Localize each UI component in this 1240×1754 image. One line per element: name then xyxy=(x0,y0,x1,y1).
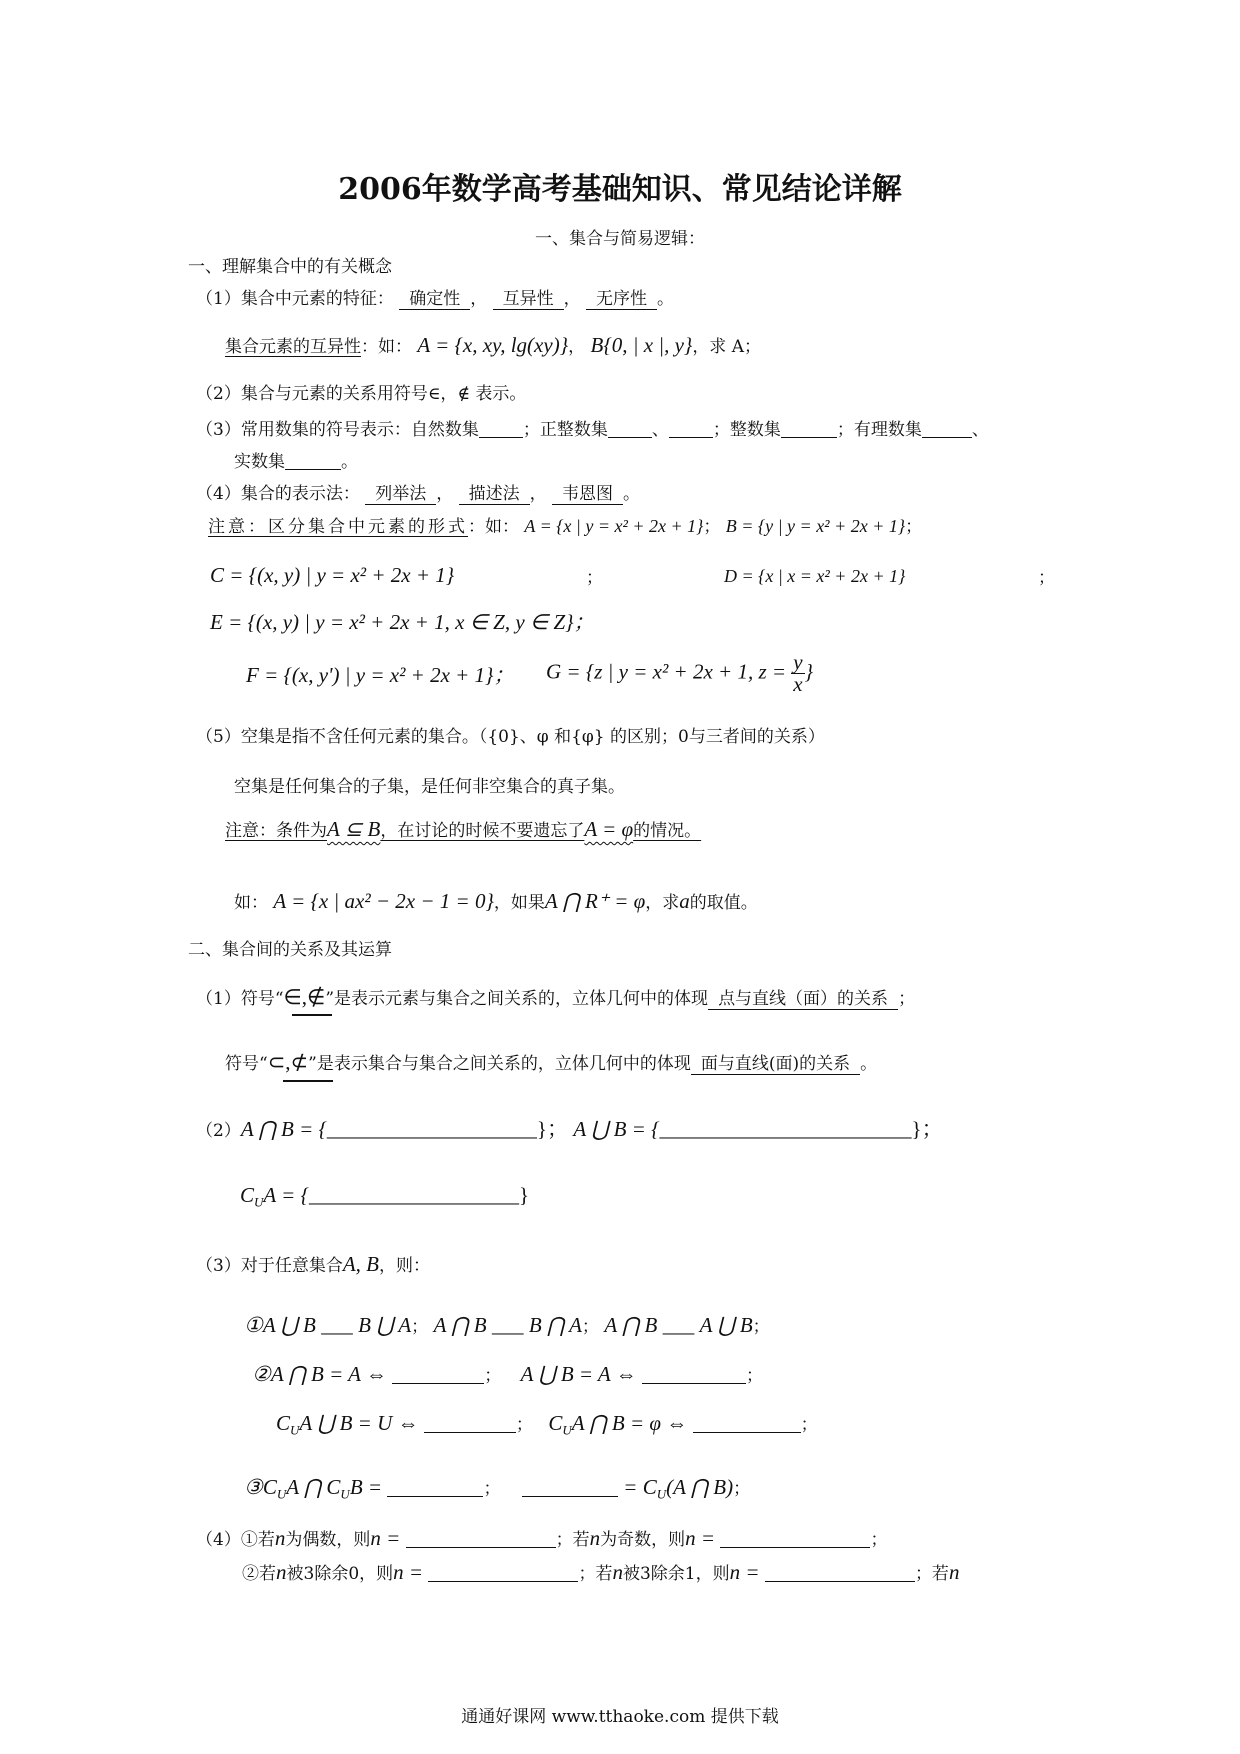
blank-natural xyxy=(479,419,523,438)
symbol-underline-2 xyxy=(283,1080,333,1082)
set-relation-symbols: ⊂,⊄ xyxy=(267,1050,309,1074)
blank-odd xyxy=(720,1529,870,1548)
blank-intersection: ____________________ xyxy=(326,1117,537,1141)
empty-set-note: 注意：条件为A ⊆ B，在讨论的时候不要遗忘了A = φ的情况。 xyxy=(225,817,702,841)
note-label: 注意：区分集合中元素的形式 xyxy=(208,517,468,537)
item4-line: （4）集合的表示法： 列举法 ， 描述法 ， 韦恩图 。 xyxy=(196,484,641,504)
answer-description: 描述法 xyxy=(459,484,530,505)
note-line: 注意：区分集合中元素的形式：如： A = {x | y = x² + 2x + 1}； B = {y | y = x² + 2x + 1}； xyxy=(208,516,923,537)
set-a-quadratic: A = {x | ax² − 2x − 1 = 0} xyxy=(273,889,494,913)
answer-plane-line: 面与直线(面)的关系 xyxy=(691,1054,860,1075)
page-title: 2006年数学高考基础知识、常见结论详解 xyxy=(338,172,902,207)
element-relation-symbols: ∈,∉ xyxy=(283,985,326,1009)
symbol-underline xyxy=(292,1014,332,1016)
section1-heading: 一、理解集合中的有关概念 xyxy=(188,257,392,277)
blank-rational-1 xyxy=(922,419,972,438)
answer-listing: 列举法 xyxy=(365,484,436,505)
item1-prefix: （1）集合中元素的特征： xyxy=(196,289,394,309)
blank-complement: ____________________ xyxy=(308,1183,519,1207)
item3-line2: 实数集 。 xyxy=(234,452,358,472)
item1-example: 集合元素的互异性：如： A = {x, xy, lg(xy)}， B{0, | x |, y}，求 A； xyxy=(225,333,761,357)
set-b-definition: B = {y | y = x² + 2x + 1} xyxy=(725,516,906,536)
relation-row-2: ②A ⋂ B = A ⇔ ； A ⋃ B = A ⇔ ； xyxy=(252,1362,764,1386)
section2-item1: （1）符号“∈,∉”是表示元素与集合之间关系的，立体几何中的体现 点与直线（面）的关系 ； xyxy=(196,985,916,1009)
fraction-y-over-x: $\frac{y}{x}$ xyxy=(793,650,803,696)
blank-complement-intersection xyxy=(693,1414,801,1433)
blank-real xyxy=(285,451,341,470)
blank-union-equiv xyxy=(642,1365,746,1384)
answer-point-line: 点与直线（面）的关系 xyxy=(708,989,898,1010)
blank-complement-union xyxy=(424,1414,516,1433)
set-f-definition: F = {(x, y') | y = x² + 2x + 1}； xyxy=(246,663,515,687)
section2-item4b: ②若n被3除余0，则n = ；若n被3除余1，则n = ；若n xyxy=(242,1560,960,1584)
page-footer: 通通好课网 www.tthaoke.com 提供下载 xyxy=(461,1707,779,1727)
distinctness-label: 集合元素的互异性 xyxy=(225,337,361,357)
relation-row-4: $③C_UA$ ⋂ $C_UB$ = ； = $C_U(A$ ⋂ B)； xyxy=(244,1475,751,1502)
item3-line: （3）常用数集的符号表示：自然数集 ；正整数集 、 ；整数集 ；有理数集 、 xyxy=(196,420,989,440)
item1-line: （1）集合中元素的特征： 确定性 ， 互异性 ， 无序性 。 xyxy=(196,289,675,309)
set-a-expression: A = {x, xy, lg(xy)} xyxy=(417,333,569,357)
blank-union: ________________________ xyxy=(659,1117,912,1141)
empty-set-example: 如： A = {x | ax² − 2x − 1 = 0}，如果A ⋂ R⁺ = φ，求a的取值。 xyxy=(234,889,758,913)
blank-integer xyxy=(781,419,837,438)
answer-distinctness: 互异性 xyxy=(493,289,564,310)
subset-condition: A ⊆ B xyxy=(327,817,381,841)
blank-mod3-0 xyxy=(428,1563,578,1582)
complement-line: $C_UA$ = {____________________} xyxy=(240,1183,530,1210)
section2-item3: （3）对于任意集合A, B，则： xyxy=(196,1252,430,1276)
blank-de-morgan-1 xyxy=(387,1478,483,1497)
set-e-definition: E = {(x, y) | y = x² + 2x + 1, x ∈ Z, y ∈ Z}； xyxy=(210,610,595,634)
empty-set-condition: A = φ xyxy=(584,817,634,841)
answer-venn: 韦恩图 xyxy=(552,484,623,505)
set-d-definition: D = {x | x = x² + 2x + 1} xyxy=(724,566,906,586)
blank-positive-int-2 xyxy=(669,419,713,438)
section2-heading: 二、集合间的关系及其运算 xyxy=(188,940,392,960)
section2-item1b: 符号“⊂,⊄”是表示集合与集合之间关系的，立体几何中的体现 面与直线(面)的关系 。 xyxy=(225,1050,878,1074)
item5-line2: 空集是任何集合的子集，是任何非空集合的真子集。 xyxy=(234,777,625,797)
section2-item2: （2）A ⋂ B = {____________________}； A ⋃ B = {________________________}； xyxy=(196,1117,943,1141)
answer-determinacy: 确定性 xyxy=(399,289,470,310)
set-a-definition: A = {x | y = x² + 2x + 1} xyxy=(524,516,704,536)
answer-unordered: 无序性 xyxy=(586,289,657,310)
blank-even xyxy=(406,1529,556,1548)
set-c-definition: C = {(x, y) | y = x² + 2x + 1} xyxy=(210,563,455,587)
item2-line: （2）集合与元素的关系用符号∈，∉ 表示。 xyxy=(196,384,527,404)
intersection-condition: A ⋂ R⁺ = φ xyxy=(544,889,646,913)
blank-mod3-1 xyxy=(765,1563,915,1582)
set-g-definition: G = {z | y = x² + 2x + 1, z = $\frac{y}{x}$ } xyxy=(546,650,814,696)
item5-line: （5）空集是指不含任何元素的集合。（{0}、φ 和{φ} 的区别；0与三者间的关系） xyxy=(196,727,825,747)
relation-row-1: ①A ⋃ B ___ B ⋃ A； A ⋂ B ___ B ⋂ A； A ⋂ B ___ A ⋃ B； xyxy=(244,1313,770,1337)
set-b-expression: B{0, | x |, y} xyxy=(590,333,693,357)
blank-positive-int-1 xyxy=(608,419,652,438)
chapter-heading: 一、集合与简易逻辑： xyxy=(535,229,705,249)
section2-item4: （4）①若n为偶数，则n = ；若n为奇数，则n = ； xyxy=(196,1526,888,1550)
blank-intersection-equiv xyxy=(392,1365,484,1384)
blank-de-morgan-2 xyxy=(522,1478,618,1497)
relation-row-3: $C_UA$ ⋃ B = U ⇔ ； $C_UA$ ⋂ B = φ ⇔ ； xyxy=(276,1411,818,1438)
